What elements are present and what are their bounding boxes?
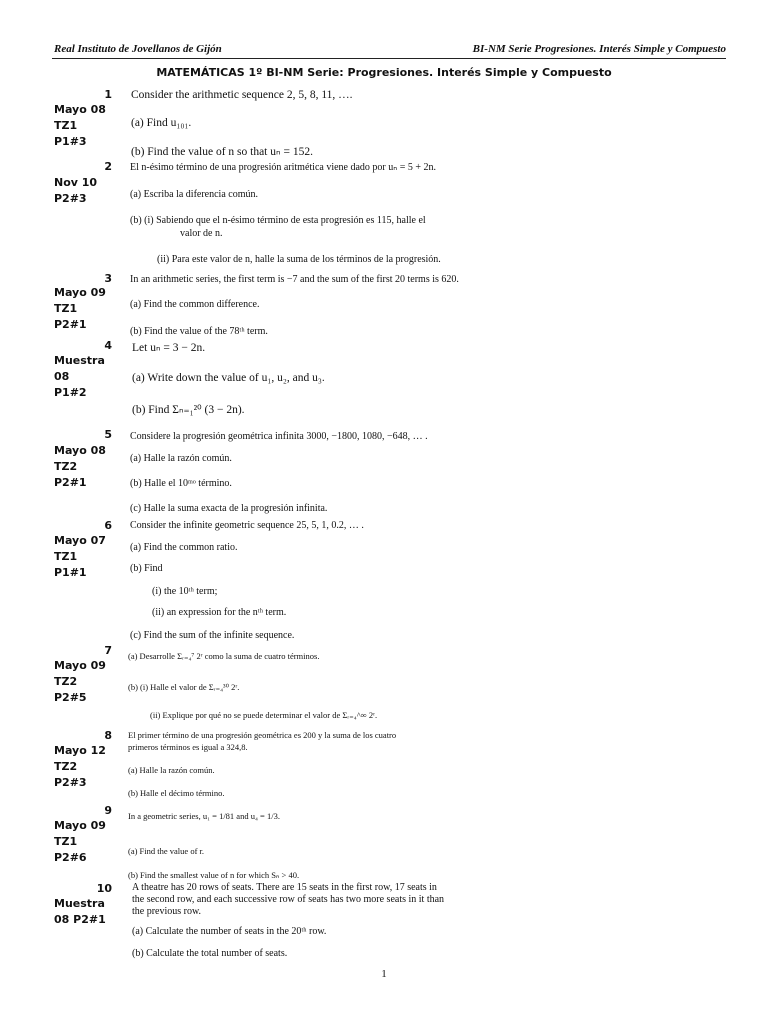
problem-9-line: In a geometric series, u₁ = 1/81 and u₄ = 1/3. [128, 811, 280, 821]
problem-6-line: (c) Find the sum of the infinite sequence. [130, 630, 295, 641]
problem-5-line: Considere la progresión geométrica infinita 3000, −1800, 1080, −648, … . [130, 431, 428, 442]
header-course: BI-NM Serie Progresiones. Interés Simple y Compuesto [472, 43, 726, 55]
problem-8-line: primeros términos es igual a 324,8. [128, 742, 248, 752]
problem-9-line: (b) Find the smallest value of n for which Sₙ > 40. [128, 870, 300, 880]
problem-6-line: Consider the infinite geometric sequence 25, 5, 1, 0.2, … . [130, 520, 364, 531]
problem-8-line: (a) Halle la razón común. [128, 765, 215, 775]
problem-3-number: 3 [104, 272, 112, 285]
problem-5-source: Mayo 08 TZ2 P2#1 [54, 444, 106, 489]
problem-2-line: valor de n. [180, 228, 223, 239]
problem-8-line: (b) Halle el décimo término. [128, 788, 225, 798]
problem-1-source: Mayo 08 TZ1 P1#3 [54, 103, 106, 148]
problem-8-number: 8 [104, 729, 112, 742]
problem-5-line: (b) Halle el 10ᵐᵒ término. [130, 478, 232, 489]
problem-7-line: (a) Desarrolle Σᵣ₌₄⁷ 2ʳ como la suma de cuatro términos. [128, 651, 320, 661]
problem-7-source: Mayo 09 TZ2 P2#5 [54, 659, 106, 704]
page-number: 1 [381, 968, 387, 980]
problem-9-source: Mayo 09 TZ1 P2#6 [54, 819, 106, 864]
problem-2-line: (b) (i) Sabiendo que el n-ésimo término de esta progresión es 115, halle el [130, 215, 426, 226]
problem-4-line: (b) Find Σₙ₌₁²⁰ (3 − 2n). [132, 404, 245, 416]
problem-4-line: Let uₙ = 3 − 2n. [132, 342, 206, 354]
problem-10-line: the previous row. [132, 906, 202, 917]
problem-1-line: (a) Find u₁₀₁. [131, 117, 192, 129]
problem-6-line: (b) Find [130, 563, 163, 574]
problem-10-line: (a) Calculate the number of seats in the 20ᵗʰ row. [132, 926, 327, 937]
problem-10-source: Muestra 08 P2#1 [54, 897, 106, 926]
problem-2-number: 2 [104, 160, 112, 173]
problem-1-line: Consider the arithmetic sequence 2, 5, 8, 11, …. [131, 89, 353, 101]
problem-4-source: Muestra 08 P1#2 [54, 354, 105, 399]
problem-7-line: (b) (i) Halle el valor de Σᵣ₌₄³⁰ 2ʳ. [128, 682, 240, 692]
problem-5-number: 5 [104, 428, 112, 441]
problem-2-line: (a) Escriba la diferencia común. [130, 189, 258, 200]
header-school: Real Instituto de Jovellanos de Gijón [54, 43, 222, 55]
problem-6-number: 6 [104, 519, 112, 532]
problem-8-source: Mayo 12 TZ2 P2#3 [54, 744, 106, 789]
problem-1-number: 1 [104, 88, 112, 101]
problem-3-line: In an arithmetic series, the first term is −7 and the sum of the first 20 terms is 620. [130, 274, 459, 285]
problem-6-line: (ii) an expression for the nᵗʰ term. [152, 607, 287, 618]
problem-10-number: 10 [96, 882, 112, 895]
problem-3-line: (b) Find the value of the 78ᵗʰ term. [130, 326, 268, 337]
problem-4-line: (a) Write down the value of u₁, u₂, and u₃. [132, 372, 325, 384]
problem-10-line: A theatre has 20 rows of seats. There are 15 seats in the first row, 17 seats in [132, 882, 437, 893]
problem-1-line: (b) Find the value of n so that uₙ = 152. [131, 146, 313, 158]
problem-3-source: Mayo 09 TZ1 P2#1 [54, 286, 106, 331]
problem-7-number: 7 [104, 644, 112, 657]
problem-2-line: (ii) Para este valor de n, halle la suma de los términos de la progresión. [157, 254, 441, 265]
problem-10-line: the second row, and each successive row of seats has two more seats in it than [132, 894, 445, 905]
problem-8-line: El primer término de una progresión geométrica es 200 y la suma de los cuatro [128, 730, 397, 740]
problem-4-number: 4 [104, 339, 112, 352]
problem-6-source: Mayo 07 TZ1 P1#1 [54, 534, 106, 579]
problem-6-line: (a) Find the common ratio. [130, 542, 238, 553]
problem-5-line: (c) Halle la suma exacta de la progresión infinita. [130, 503, 328, 514]
problem-2-source: Nov 10 P2#3 [54, 176, 98, 205]
problem-6-line: (i) the 10ᵗʰ term; [152, 586, 218, 597]
document-title: MATEMÁTICAS 1º BI-NM Serie: Progresiones. Interés Simple y Compuesto [156, 66, 612, 79]
header-divider [52, 58, 726, 59]
problem-2-line: El n-ésimo término de una progresión aritmética viene dado por uₙ = 5 + 2n. [130, 162, 437, 173]
problem-10-line: (b) Calculate the total number of seats. [132, 948, 288, 959]
problem-5-line: (a) Halle la razón común. [130, 453, 232, 464]
problem-9-line: (a) Find the value of r. [128, 846, 205, 856]
problem-3-line: (a) Find the common difference. [130, 299, 260, 310]
problem-9-number: 9 [104, 804, 112, 817]
problem-7-line: (ii) Explique por qué no se puede determinar el valor de Σᵣ₌₄^∞ 2ʳ. [150, 710, 378, 720]
